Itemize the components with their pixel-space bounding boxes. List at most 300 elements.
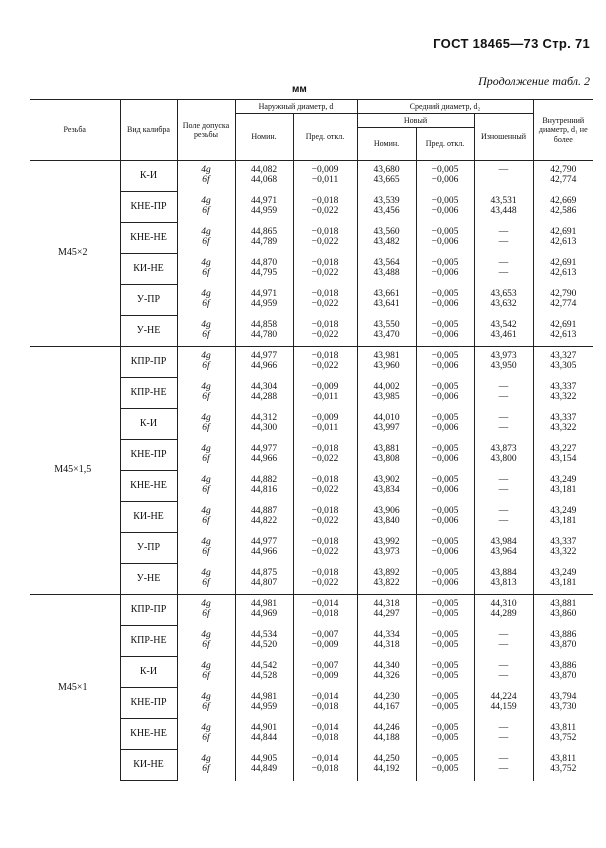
cell-line: 44,789	[250, 237, 278, 247]
mean-nominal-cell	[357, 223, 416, 254]
outer-nominal-cell	[235, 533, 293, 564]
cell-line: 43,488	[373, 268, 400, 278]
tolerance-cell	[177, 719, 235, 750]
mean-nominal-cell	[357, 595, 416, 626]
cell-line: 42,774	[550, 299, 577, 309]
outer-nominal-cell	[235, 316, 293, 347]
outer-deviation-cell	[293, 750, 357, 781]
worn-cell	[474, 440, 533, 471]
cell-line: 6f	[202, 764, 210, 774]
gauge-type-cell: КИ-НЕ	[120, 502, 177, 533]
cell-line: 43,985	[373, 392, 400, 402]
cell-line: 43,560	[373, 227, 400, 238]
outer-deviation-cell	[293, 347, 357, 378]
cell-line: −0,022	[311, 485, 339, 495]
cell-line: 43,448	[490, 206, 517, 216]
cell-line: −0,018	[311, 289, 339, 300]
outer-nominal-cell	[235, 192, 293, 223]
cell-line: 4g	[201, 444, 211, 455]
tolerance-cell	[177, 254, 235, 285]
cell-line: −0,011	[311, 175, 339, 186]
cell-line: −0,005	[431, 227, 459, 238]
cell-line: −0,005	[431, 537, 459, 548]
cell-line: —	[498, 268, 509, 278]
mean-deviation-cell	[416, 316, 474, 347]
cell-line: 44,192	[373, 764, 400, 774]
page-header: ГОСТ 18465—73 Стр. 71	[433, 36, 590, 51]
outer-deviation-cell	[293, 688, 357, 719]
cell-line: 43,950	[490, 361, 517, 372]
mean-deviation-cell	[416, 161, 474, 192]
cell-line: 43,997	[373, 423, 400, 433]
cell-line: 4g	[201, 196, 211, 207]
mean-nominal-cell	[357, 688, 416, 719]
cell-line: −0,014	[311, 599, 339, 610]
mean-deviation-cell	[416, 502, 474, 533]
cell-line: −0,018	[311, 475, 339, 486]
cell-line: 4g	[201, 506, 211, 517]
cell-line: −0,005	[431, 413, 459, 424]
cell-line: 43,680	[373, 165, 400, 176]
outer-deviation-cell	[293, 192, 357, 223]
worn-cell	[474, 688, 533, 719]
cell-line: −0,018	[311, 567, 339, 578]
cell-line: 43,902	[373, 475, 400, 486]
gauge-type-cell: К-И	[120, 161, 177, 192]
cell-line: 4g	[201, 319, 211, 330]
cell-line: 43,249	[550, 567, 577, 578]
cell-line: −0,006	[431, 299, 459, 309]
cell-line: −0,018	[311, 227, 339, 238]
cell-line: −0,005	[431, 444, 459, 455]
cell-line: 44,310	[490, 599, 517, 610]
cell-line: 44,246	[373, 723, 400, 734]
cell-line: 43,154	[550, 454, 577, 464]
cell-line: −0,005	[431, 165, 459, 176]
mean-deviation-cell	[416, 657, 474, 688]
mean-nominal-cell	[357, 626, 416, 657]
outer-nominal-cell	[235, 502, 293, 533]
cell-line: 6f	[202, 392, 210, 402]
tolerance-cell	[177, 564, 235, 595]
cell-line: 43,322	[550, 423, 577, 433]
gauge-type-cell: КНЕ-ПР	[120, 192, 177, 223]
cell-line: −0,009	[311, 165, 339, 176]
worn-cell	[474, 533, 533, 564]
mean-deviation-cell	[416, 564, 474, 595]
inner-diameter-cell	[533, 688, 593, 719]
cell-line: 43,482	[373, 237, 400, 247]
inner-diameter-cell	[533, 471, 593, 502]
cell-line: 4g	[201, 630, 211, 641]
cell-line: 44,959	[250, 299, 278, 309]
cell-line: 43,794	[550, 692, 577, 703]
tolerance-cell	[177, 657, 235, 688]
cell-line: −0,009	[311, 382, 339, 393]
cell-line: −0,022	[311, 516, 339, 526]
cell-line: 44,082	[250, 165, 278, 176]
inner-diameter-cell	[533, 285, 593, 316]
cell-line: 43,884	[490, 567, 517, 578]
cell-line: 44,858	[250, 319, 278, 330]
worn-cell	[474, 471, 533, 502]
cell-line: 44,167	[373, 702, 400, 712]
cell-line: 44,520	[250, 640, 278, 650]
cell-line: 44,068	[250, 175, 278, 186]
cell-line: 4g	[201, 599, 211, 610]
outer-deviation-cell	[293, 471, 357, 502]
mean-nominal-cell	[357, 533, 416, 564]
outer-nominal-cell	[235, 254, 293, 285]
mean-nominal-cell	[357, 254, 416, 285]
cell-line: −0,022	[311, 454, 339, 464]
cell-line: 4g	[201, 661, 211, 672]
cell-line: −0,005	[431, 382, 459, 393]
cell-line: 43,800	[490, 454, 517, 464]
cell-line: 4g	[201, 567, 211, 578]
tolerance-cell	[177, 378, 235, 409]
cell-line: 44,887	[250, 506, 278, 517]
cell-line: 6f	[202, 733, 210, 743]
inner-diameter-cell	[533, 533, 593, 564]
mean-deviation-cell	[416, 626, 474, 657]
cell-line: 42,691	[550, 258, 577, 269]
cell-line: —	[498, 392, 509, 402]
tolerance-cell	[177, 533, 235, 564]
mean-nominal-cell	[357, 657, 416, 688]
cell-line: 44,780	[250, 329, 278, 340]
cell-line: −0,005	[431, 754, 459, 765]
cell-line: 44,224	[490, 692, 517, 703]
cell-line: −0,005	[431, 640, 459, 650]
inner-diameter-cell	[533, 440, 593, 471]
cell-line: 43,881	[373, 444, 400, 455]
mean-deviation-cell	[416, 688, 474, 719]
gauge-type-cell: КИ-НЕ	[120, 750, 177, 781]
cell-line: 44,981	[250, 692, 278, 703]
cell-line: 43,822	[373, 577, 400, 588]
cell-line: 43,564	[373, 258, 400, 269]
outer-deviation-cell	[293, 223, 357, 254]
tolerance-cell	[177, 192, 235, 223]
outer-deviation-cell	[293, 502, 357, 533]
cell-line: 42,691	[550, 319, 577, 330]
mean-deviation-cell	[416, 347, 474, 378]
gauge-type-cell: У-ПР	[120, 533, 177, 564]
cell-line: 43,653	[490, 289, 517, 300]
inner-diameter-cell	[533, 316, 593, 347]
gauge-type-cell: КПР-ПР	[120, 347, 177, 378]
cell-line: 43,834	[373, 485, 400, 495]
gauge-type-cell: КНЕ-НЕ	[120, 471, 177, 502]
cell-line: 42,586	[550, 206, 577, 216]
thread-label: M45×1,5	[30, 347, 120, 595]
cell-line: —	[498, 165, 509, 176]
gauge-type-cell: К-И	[120, 409, 177, 440]
cell-line: 43,752	[550, 764, 577, 774]
tolerance-cell	[177, 750, 235, 781]
cell-line: 43,305	[550, 361, 577, 372]
cell-line: 44,002	[373, 382, 400, 393]
cell-line: −0,005	[431, 661, 459, 672]
cell-line: −0,006	[431, 577, 459, 588]
tolerance-cell	[177, 285, 235, 316]
worn-cell	[474, 657, 533, 688]
outer-deviation-cell	[293, 316, 357, 347]
inner-diameter-cell	[533, 409, 593, 440]
cell-line: 44,966	[250, 547, 278, 557]
outer-nominal-cell	[235, 657, 293, 688]
inner-diameter-cell	[533, 378, 593, 409]
mean-nominal-cell	[357, 471, 416, 502]
outer-deviation-cell	[293, 378, 357, 409]
cell-line: —	[498, 764, 509, 774]
cell-line: −0,009	[311, 640, 339, 650]
outer-nominal-cell	[235, 595, 293, 626]
worn-cell	[474, 161, 533, 192]
outer-deviation-cell	[293, 564, 357, 595]
cell-line: −0,006	[431, 454, 459, 464]
tolerance-cell	[177, 502, 235, 533]
tolerance-cell	[177, 440, 235, 471]
tolerance-cell	[177, 409, 235, 440]
outer-deviation-cell	[293, 533, 357, 564]
worn-cell	[474, 347, 533, 378]
cell-line: −0,005	[431, 702, 459, 712]
cell-line: −0,007	[311, 661, 339, 672]
worn-cell	[474, 192, 533, 223]
cell-line: 43,181	[550, 577, 577, 588]
cell-line: 43,227	[550, 444, 577, 455]
mean-nominal-cell	[357, 316, 416, 347]
cell-line: 43,981	[373, 351, 400, 362]
gauge-type-cell: КНЕ-НЕ	[120, 719, 177, 750]
cell-line: −0,018	[311, 702, 339, 712]
gauge-type-cell: К-И	[120, 657, 177, 688]
cell-line: −0,011	[311, 423, 339, 433]
cell-line: 43,550	[373, 319, 400, 330]
cell-line: −0,005	[431, 475, 459, 486]
cell-line: 44,882	[250, 475, 278, 486]
outer-nominal-cell	[235, 626, 293, 657]
cell-line: 43,811	[550, 754, 577, 765]
cell-line: 6f	[202, 516, 210, 526]
gauge-type-cell: У-НЕ	[120, 564, 177, 595]
cell-line: 6f	[202, 640, 210, 650]
outer-nominal-cell	[235, 347, 293, 378]
cell-line: 43,960	[373, 361, 400, 372]
worn-cell	[474, 750, 533, 781]
cell-line: −0,022	[311, 361, 339, 372]
cell-line: 43,542	[490, 319, 517, 330]
cell-line: −0,022	[311, 268, 339, 278]
col-outer-nominal: Номин.	[235, 114, 293, 161]
cell-line: 4g	[201, 754, 211, 765]
cell-line: 6f	[202, 206, 210, 216]
cell-line: —	[498, 258, 509, 269]
cell-line: 44,966	[250, 361, 278, 372]
cell-line: 6f	[202, 175, 210, 186]
cell-line: —	[498, 423, 509, 433]
cell-line: 43,992	[373, 537, 400, 548]
cell-line: 43,456	[373, 206, 400, 216]
cell-line: 4g	[201, 258, 211, 269]
cell-line: 44,966	[250, 454, 278, 464]
worn-cell	[474, 719, 533, 750]
cell-line: 43,840	[373, 516, 400, 526]
cell-line: 42,613	[550, 237, 577, 247]
col-mean-deviation: Пред. откл.	[416, 128, 474, 161]
outer-deviation-cell	[293, 595, 357, 626]
cell-line: −0,006	[431, 268, 459, 278]
outer-nominal-cell	[235, 223, 293, 254]
cell-line: −0,018	[311, 733, 339, 743]
mean-deviation-cell	[416, 440, 474, 471]
cell-line: −0,018	[311, 196, 339, 207]
cell-line: 4g	[201, 475, 211, 486]
mean-deviation-cell	[416, 471, 474, 502]
cell-line: 42,613	[550, 268, 577, 278]
cell-line: —	[498, 630, 509, 641]
mean-nominal-cell	[357, 161, 416, 192]
mean-deviation-cell	[416, 378, 474, 409]
cell-line: 4g	[201, 289, 211, 300]
cell-line: 43,322	[550, 392, 577, 402]
cell-line: 43,873	[490, 444, 517, 455]
inner-diameter-cell	[533, 192, 593, 223]
outer-nominal-cell	[235, 471, 293, 502]
cell-line: −0,006	[431, 392, 459, 402]
cell-line: 42,774	[550, 175, 577, 186]
cell-line: 43,337	[550, 382, 577, 393]
cell-line: −0,018	[311, 319, 339, 330]
outer-nominal-cell	[235, 750, 293, 781]
cell-line: —	[498, 237, 509, 247]
cell-line: —	[498, 640, 509, 650]
gauge-type-cell: КПР-НЕ	[120, 626, 177, 657]
mean-nominal-cell	[357, 347, 416, 378]
cell-line: −0,005	[431, 609, 459, 620]
cell-line: −0,018	[311, 764, 339, 774]
cell-line: 44,959	[250, 206, 278, 216]
cell-line: −0,014	[311, 723, 339, 734]
cell-line: 44,971	[250, 196, 278, 207]
mean-deviation-cell	[416, 595, 474, 626]
cell-line: —	[498, 227, 509, 238]
table-body	[30, 161, 593, 781]
cell-line: 43,984	[490, 537, 517, 548]
col-worn: Изношенный	[474, 114, 533, 161]
inner-diameter-cell	[533, 564, 593, 595]
gauge-type-cell: У-НЕ	[120, 316, 177, 347]
cell-line: 4g	[201, 165, 211, 176]
cell-line: 44,816	[250, 485, 278, 495]
cell-line: —	[498, 754, 509, 765]
cell-line: 43,752	[550, 733, 577, 743]
cell-line: 6f	[202, 423, 210, 433]
outer-nominal-cell	[235, 564, 293, 595]
col-new: Новый	[357, 114, 474, 128]
cell-line: 43,892	[373, 567, 400, 578]
worn-cell	[474, 409, 533, 440]
cell-line: —	[498, 382, 509, 393]
cell-line: −0,014	[311, 692, 339, 703]
table-row	[30, 595, 593, 626]
cell-line: −0,018	[311, 444, 339, 455]
cell-line: 43,181	[550, 516, 577, 526]
mean-deviation-cell	[416, 533, 474, 564]
worn-cell	[474, 564, 533, 595]
outer-deviation-cell	[293, 409, 357, 440]
cell-line: −0,005	[431, 289, 459, 300]
thread-label: M45×2	[30, 161, 120, 347]
cell-line: —	[498, 413, 509, 424]
cell-line: −0,005	[431, 319, 459, 330]
worn-cell	[474, 254, 533, 285]
inner-diameter-cell	[533, 161, 593, 192]
cell-line: 4g	[201, 723, 211, 734]
outer-deviation-cell	[293, 161, 357, 192]
inner-diameter-cell	[533, 223, 593, 254]
inner-diameter-cell	[533, 657, 593, 688]
tolerance-cell	[177, 471, 235, 502]
cell-line: 43,632	[490, 299, 517, 309]
gauge-type-cell: КПР-НЕ	[120, 378, 177, 409]
cell-line: 44,849	[250, 764, 278, 774]
cell-line: 6f	[202, 547, 210, 557]
mean-deviation-cell	[416, 285, 474, 316]
outer-nominal-cell	[235, 719, 293, 750]
cell-line: −0,005	[431, 599, 459, 610]
cell-line: −0,005	[431, 764, 459, 774]
cell-line: —	[498, 506, 509, 517]
cell-line: 42,691	[550, 227, 577, 238]
cell-line: −0,005	[431, 258, 459, 269]
cell-line: 6f	[202, 237, 210, 247]
cell-line: 44,312	[250, 413, 278, 424]
tolerance-cell	[177, 161, 235, 192]
cell-line: 44,250	[373, 754, 400, 765]
cell-line: —	[498, 485, 509, 495]
mean-nominal-cell	[357, 409, 416, 440]
cell-line: −0,018	[311, 351, 339, 362]
outer-deviation-cell	[293, 254, 357, 285]
cell-line: 44,870	[250, 258, 278, 269]
tolerance-cell	[177, 626, 235, 657]
cell-line: —	[498, 723, 509, 734]
cell-line: −0,007	[311, 630, 339, 641]
gauge-type-cell: КИ-НЕ	[120, 254, 177, 285]
table-continuation-note: Продолжение табл. 2	[478, 74, 590, 88]
cell-line: —	[498, 661, 509, 672]
cell-line: 44,977	[250, 351, 278, 362]
cell-line: 44,844	[250, 733, 278, 743]
cell-line: 43,973	[490, 351, 517, 362]
cell-line: 6f	[202, 702, 210, 712]
cell-line: 44,542	[250, 661, 278, 672]
col-tolerance: Поле допуска резьбы	[177, 100, 235, 161]
worn-cell	[474, 595, 533, 626]
mean-nominal-cell	[357, 502, 416, 533]
cell-line: 43,470	[373, 329, 400, 340]
gauge-dimensions-table	[30, 99, 593, 781]
cell-line: 43,661	[373, 289, 400, 300]
cell-line: 43,641	[373, 299, 400, 309]
cell-line: 44,326	[373, 671, 400, 681]
cell-line: −0,018	[311, 258, 339, 269]
cell-line: 6f	[202, 299, 210, 309]
outer-nominal-cell	[235, 440, 293, 471]
